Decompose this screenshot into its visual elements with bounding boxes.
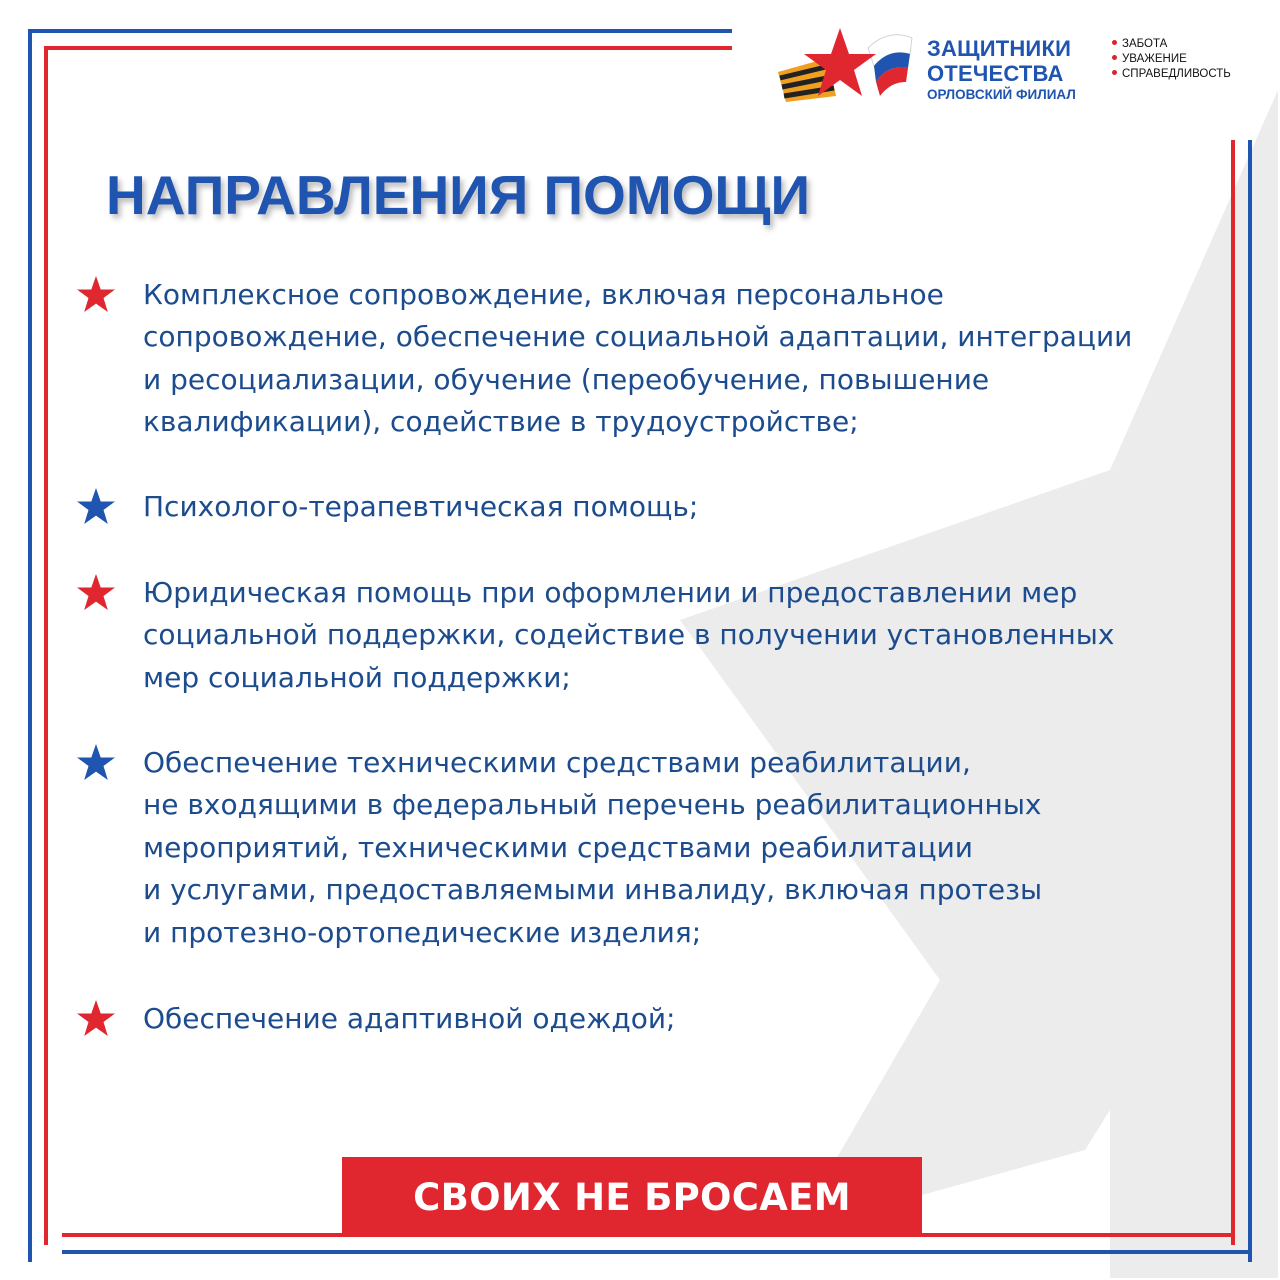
motto-text: СПРАВЕДЛИВОСТЬ: [1122, 68, 1231, 80]
page-title: НАПРАВЛЕНИЯ ПОМОЩИ: [106, 164, 810, 226]
list-item: [143, 274, 1243, 444]
list-item-text: Юридическая помощь при оформлении и предоставлении мер социальной поддержки, содействие в получении установленных мер социальной поддержки;: [143, 576, 1115, 694]
blue-star-icon: [75, 742, 117, 784]
list-item-text: Психолого-терапевтическая помощь;: [143, 490, 699, 523]
logo-name-line1: ЗАЩИТНИКИ: [927, 36, 1072, 61]
red-star-icon: [75, 274, 117, 316]
blue-star-icon: [75, 486, 117, 528]
slogan-banner: СВОИХ НЕ БРОСАЕМ: [342, 1157, 922, 1237]
motto-text: УВАЖЕНИЕ: [1122, 53, 1187, 65]
red-star-icon: [75, 572, 117, 614]
list-item: [143, 572, 1243, 699]
list-item: [143, 486, 1243, 528]
list-item: [143, 998, 1243, 1040]
logo-branch-name: ОРЛОВСКИЙ ФИЛИАЛ: [927, 87, 1076, 102]
list-item-text: Обеспечение адаптивной одеждой;: [143, 1002, 676, 1035]
logo-name-line2: ОТЕЧЕСТВА: [927, 61, 1064, 86]
red-star-icon: [75, 998, 117, 1040]
list-item-text: Обеспечение техническими средствами реабилитации, не входящими в федеральный перечень реабилитационных мероприятий, техническими средствами реабилитации и услугами, предоставляемыми инвалиду, включая протезы и протезно-ортопедические изделия;: [143, 746, 1043, 949]
motto-text: ЗАБОТА: [1122, 38, 1168, 50]
list-item-text: Комплексное сопровождение, включая персональное сопровождение, обеспечение социальной адаптации, интеграции и ресоциализации, обучение (переобучение, повышение квалификации), содействие в трудоустройстве;: [143, 278, 1133, 439]
list-item: [143, 742, 1243, 954]
